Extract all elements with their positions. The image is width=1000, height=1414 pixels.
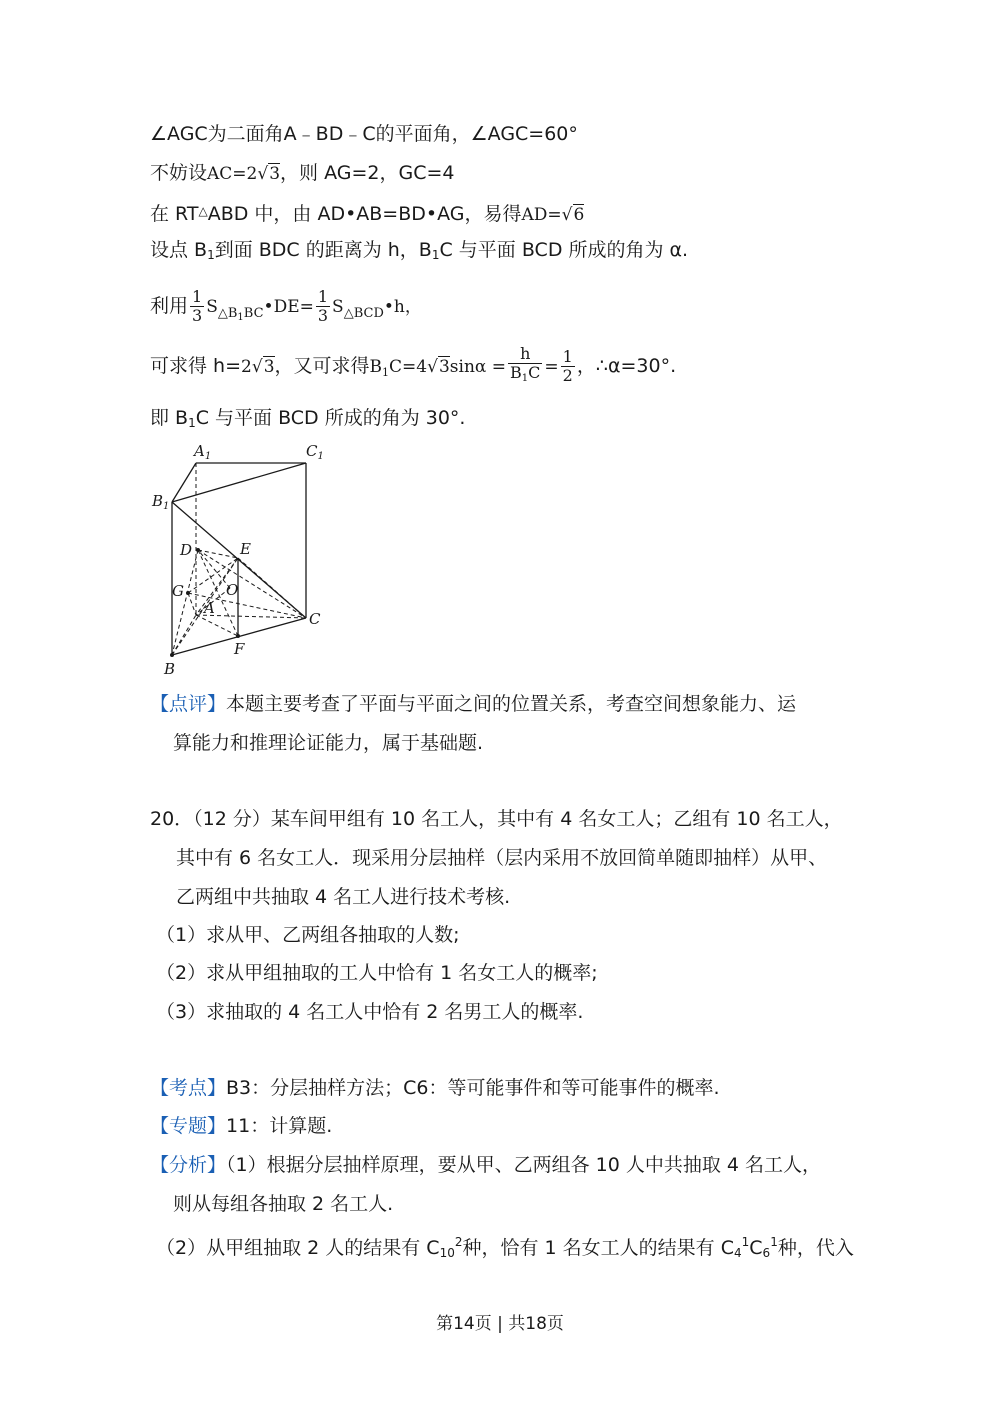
fraction — [508, 345, 542, 388]
denominator-text: C — [528, 363, 541, 382]
fraction-denominator: 2 — [562, 366, 573, 385]
solution-text: C 与平面 BCD 所成的角为 30°. — [195, 407, 466, 429]
fenxi-text: （2）从甲组抽取 2 人的结果有 C — [156, 1237, 440, 1259]
fenxi-tag: 【分析】 — [150, 1154, 227, 1176]
solution-line-3 — [150, 198, 584, 228]
fraction-numerator: 1 — [192, 287, 203, 306]
solution-text: 到面 BDC 的距离为 h，B — [214, 239, 432, 261]
subscript: 1 — [207, 248, 215, 262]
problem-20-question-2 — [156, 960, 598, 986]
kaodian-tag: 【考点】 — [150, 1077, 227, 1099]
fraction-denominator: 3 — [192, 306, 203, 325]
sqrt-radicand: 3 — [269, 164, 281, 184]
math-expression: 2 — [241, 357, 252, 377]
math-expression: B — [369, 357, 383, 377]
subscript: △B — [217, 306, 238, 321]
subscript: 1 — [237, 312, 244, 323]
label-B: B — [164, 660, 176, 678]
label-D: D — [180, 541, 193, 559]
label-G: G — [172, 582, 184, 600]
subscript: 1 — [431, 248, 440, 262]
fraction — [561, 348, 575, 385]
math-expression: C=4 — [389, 357, 428, 377]
sqrt-symbol: √ — [427, 357, 438, 377]
kaodian-text: B3：分层抽样方法；C6：等可能事件和等可能事件的概率. — [226, 1077, 720, 1099]
subscript: 1 — [188, 416, 196, 430]
problem-20-line-2 — [176, 845, 827, 871]
label-C1: $C_1$ — [306, 442, 324, 462]
fraction-denominator: 3 — [317, 306, 329, 325]
solution-text: ，∴α=30°. — [576, 355, 677, 377]
fraction — [316, 288, 330, 325]
sqrt-symbol: √ — [561, 205, 573, 225]
comment-tag: 【点评】 — [150, 693, 227, 715]
page-footer: 第14页 | 共18页 — [436, 1314, 564, 1334]
solution-line-6 — [150, 344, 676, 395]
zhuanti-line — [150, 1113, 332, 1139]
solution-text: ∠AGC为二面角A﹣BD﹣C的平面角，∠AGC=60° — [150, 123, 578, 145]
math-expression: •h， — [383, 297, 422, 317]
fraction-numerator: 1 — [562, 347, 573, 366]
comment-text: 本题主要考查了平面与平面之间的位置关系，考查空间想象能力、运 — [226, 693, 797, 715]
comment-line-1 — [150, 691, 796, 717]
question-text: （2）求从甲组抽取的工人中恰有 1 名女工人的概率; — [156, 962, 598, 984]
label-A: A — [204, 599, 215, 617]
fraction-numerator: 1 — [317, 287, 329, 306]
subscript: 4 — [733, 1246, 742, 1260]
sqrt-symbol: √ — [251, 357, 263, 377]
solution-text: 即 B — [150, 407, 189, 429]
fenxi-line-1 — [150, 1152, 821, 1178]
label-A1: $A_1$ — [194, 442, 212, 462]
label-E: E — [240, 540, 251, 558]
fenxi-line-2 — [173, 1191, 393, 1217]
problem-20-line-1 — [150, 806, 843, 832]
denominator-text: B — [510, 363, 522, 382]
comment-line-2 — [173, 730, 483, 756]
solution-line-4 — [150, 237, 688, 268]
solution-text: ，又可求得 — [274, 355, 370, 377]
math-expression: S — [206, 297, 218, 317]
sqrt-radicand: 6 — [573, 205, 585, 225]
question-text: （3）求抽取的 4 名工人中恰有 2 名男工人的概率. — [156, 1001, 584, 1023]
problem-text: 其中有 6 名女工人．现采用分层抽样（层内采用不放回简单随即抽样）从甲、 — [176, 847, 828, 869]
math-expression: AC=2 — [207, 164, 258, 184]
fraction-numerator: h — [508, 345, 542, 364]
subscript: 1 — [382, 366, 390, 379]
solution-text: 不妨设 — [150, 162, 208, 184]
solution-text: 在 RT — [150, 203, 199, 225]
problem-20-question-3 — [156, 999, 583, 1025]
label-F: F — [234, 640, 245, 658]
kaodian-line — [150, 1075, 720, 1101]
fenxi-text: 种，恰有 1 名女工人的结果有 C — [462, 1237, 734, 1259]
sqrt-symbol: √ — [257, 164, 269, 184]
fenxi-text: C — [749, 1237, 763, 1259]
triangle-symbol: △ — [198, 204, 208, 218]
solution-line-2 — [150, 160, 454, 187]
fenxi-text: 则从每组各抽取 2 名工人. — [173, 1193, 394, 1215]
problem-text: 20．（12 分）某车间甲组有 10 名工人，其中有 4 名女工人；乙组有 10 名工人， — [150, 808, 843, 830]
superscript: 2 — [454, 1235, 463, 1249]
zhuanti-text: 11：计算题. — [226, 1115, 333, 1137]
fenxi-text: （1）根据分层抽样原理，要从甲、乙两组各 10 人中共抽取 4 名工人， — [226, 1154, 822, 1176]
subscript: BC — [243, 306, 264, 321]
fraction — [190, 288, 204, 325]
math-expression: = — [544, 357, 559, 377]
solution-text: ABD 中，由 AD•AB=BD•AG，易得 — [207, 203, 522, 225]
comment-text: 算能力和推理论证能力，属于基础题. — [173, 732, 484, 754]
superscript: 1 — [770, 1235, 778, 1249]
solution-text: 设点 B — [150, 239, 208, 261]
sqrt-radicand: 3 — [263, 357, 275, 377]
problem-text: 乙两组中共抽取 4 名工人进行技术考核. — [176, 886, 511, 908]
subscript: 1 — [521, 373, 529, 384]
fenxi-line-3 — [156, 1229, 854, 1266]
math-expression: sinα = — [449, 357, 507, 377]
solution-text: 利用 — [150, 295, 189, 317]
zhuanti-tag: 【专题】 — [150, 1115, 227, 1137]
superscript: 1 — [741, 1235, 750, 1249]
subscript: △BCD — [343, 306, 384, 321]
math-expression: S — [332, 297, 344, 317]
solution-line-7 — [150, 405, 465, 436]
sqrt-radicand: 3 — [438, 357, 450, 377]
problem-20-question-1 — [156, 922, 460, 948]
prism-figure — [148, 440, 338, 680]
solution-text: C 与平面 BCD 所成的角为 α. — [439, 239, 689, 261]
fenxi-text: 种，代入 — [777, 1237, 854, 1259]
solution-text: ，则 AG=2，GC=4 — [280, 162, 455, 184]
solution-text: 可求得 h= — [150, 355, 242, 377]
math-expression: •DE= — [263, 297, 314, 317]
solution-line-5 — [150, 286, 422, 338]
subscript: 10 — [439, 1246, 455, 1260]
label-O: O — [226, 581, 239, 599]
solution-line-1 — [150, 121, 578, 147]
problem-20-line-3 — [176, 884, 510, 910]
subscript: 6 — [762, 1246, 771, 1260]
label-C: C — [309, 610, 321, 628]
fraction-denominator — [508, 364, 542, 388]
math-expression: AD= — [521, 205, 562, 225]
question-text: （1）求从甲、乙两组各抽取的人数; — [156, 924, 460, 946]
label-B1: $B_1$ — [152, 492, 170, 512]
